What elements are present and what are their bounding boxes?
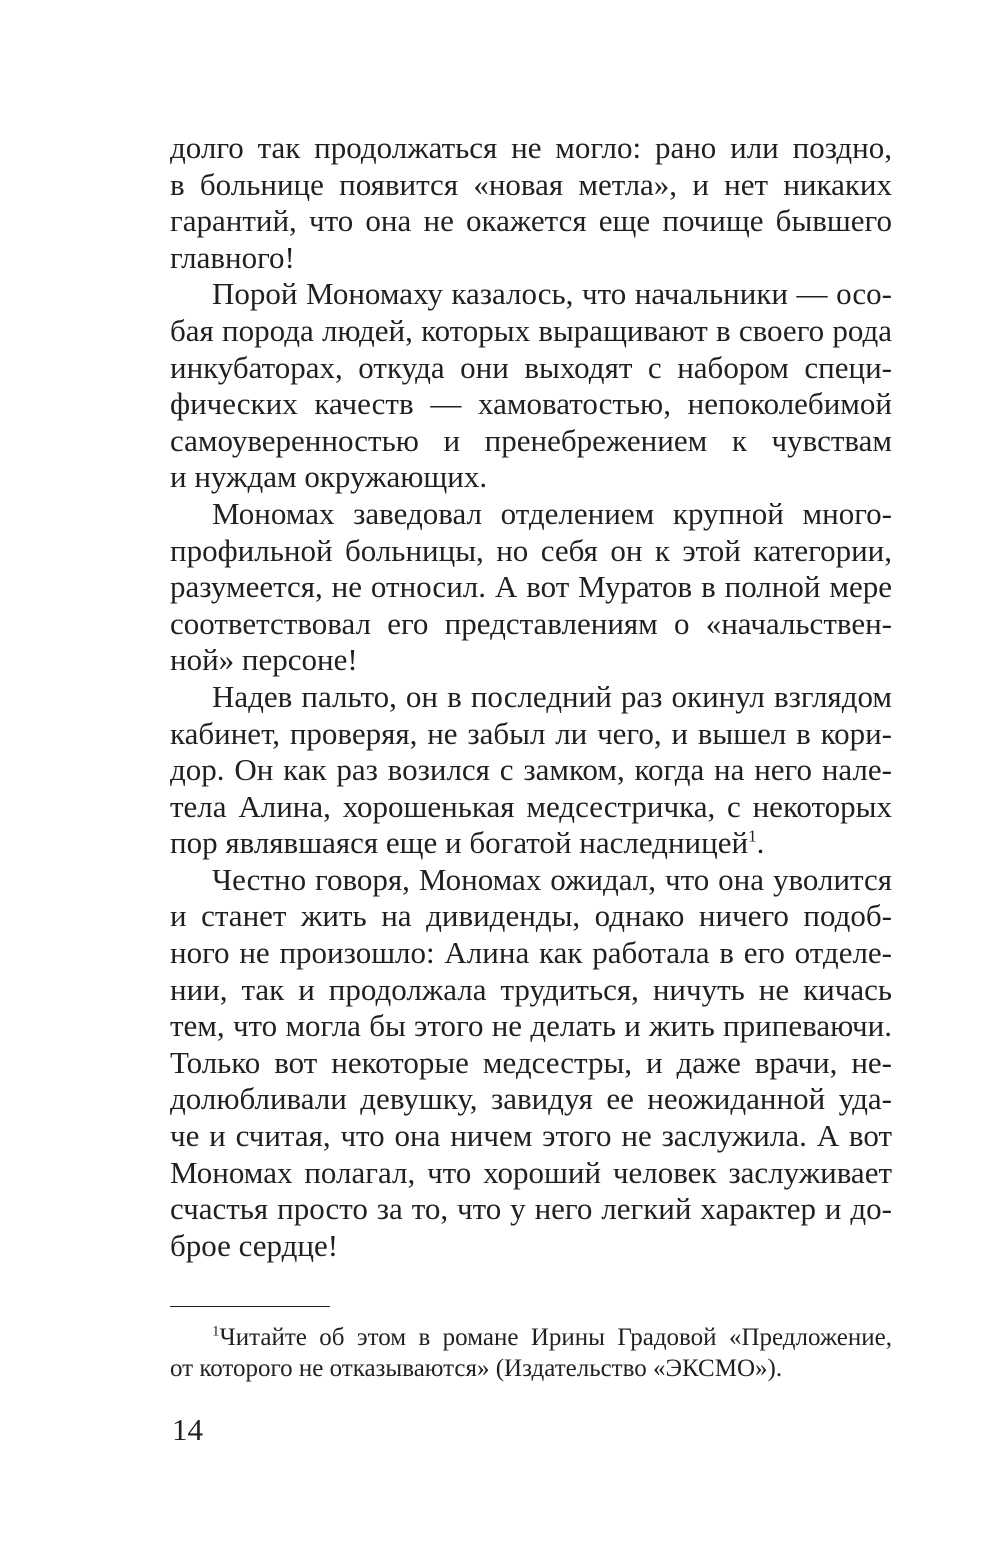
text-line: Мономах заведовал отделением крупной много-: [212, 495, 892, 531]
text-line: и станет жить на дивиденды, однако ничего подоб-: [170, 898, 892, 934]
footnote-line-content: Читайте об этом в романе Ирины Градовой «Предложение,: [219, 1324, 892, 1351]
text-line: в больнице появится «новая метла», и нет никаких: [170, 166, 892, 202]
paragraph-1: [170, 130, 892, 276]
footnote-mark: 1: [212, 1323, 220, 1340]
text-line: профильной больницы, но себя он к этой категории,: [170, 532, 892, 568]
page-number: 14: [172, 1412, 203, 1447]
text-line: самоуверенностью и пренебрежением к чувствам: [170, 422, 892, 458]
text-line: разумеется, не относил. А вот Муратов в полной мере: [170, 569, 892, 605]
text-line: гарантий, что она не окажется еще почище бывшего: [170, 203, 892, 239]
text-line: тем, что могла бы этого не делать и жить припеваючи.: [170, 1008, 892, 1044]
text-line: брое сердце!: [170, 1227, 339, 1263]
text-line: и нуждам окружающих.: [170, 459, 488, 495]
footnote: [170, 1322, 892, 1384]
text-line: тела Алина, хорошенькая медсестричка, с некоторых: [170, 788, 892, 824]
text-line: ного не произошло: Алина как работала в его отделе-: [170, 935, 892, 971]
footnote-line: от которого не отказываются» (Издательство «ЭКСМО»).: [170, 1355, 783, 1382]
paragraph-4: [170, 679, 892, 862]
text-line: Надев пальто, он в последний раз окинул взглядом: [212, 678, 892, 714]
text-line: Только вот некоторые медсестры, и даже врачи, не-: [170, 1044, 892, 1080]
text-line: инкубаторах, откуда они выходят с набором специ-: [170, 349, 892, 385]
text-line: бая порода людей, которых выращивают в своего рода: [170, 312, 892, 348]
text-line: Мономах полагал, что хороший человек заслуживает: [170, 1154, 892, 1190]
footnote-line: [170, 1322, 892, 1353]
paragraph-5: [170, 862, 892, 1265]
text-line: ной» персоне!: [170, 642, 358, 678]
body-text: [170, 130, 892, 1264]
footnote-divider: [170, 1306, 330, 1307]
text-line: счастья просто за то, что у него легкий характер и до-: [170, 1191, 892, 1227]
text-line: долго так продолжаться не могло: рано или поздно,: [170, 130, 892, 165]
text-line: долюбливали девушку, завидуя ее неожиданной уда-: [170, 1081, 892, 1117]
text-line: главного!: [170, 239, 295, 275]
text-line: Порой Мономаху казалось, что начальники — осо-: [212, 276, 892, 312]
paragraph-2: [170, 276, 892, 496]
paragraph-3: [170, 496, 892, 679]
footnote-reference[interactable]: 1: [748, 826, 757, 846]
text-line: фических качеств — хамоватостью, непоколебимой: [170, 386, 892, 422]
text-line: дор. Он как раз возился с замком, когда на него нале-: [170, 752, 892, 788]
text-line: соответствовал его представлениям о «начальствен-: [170, 605, 892, 641]
sentence-end: .: [756, 825, 765, 861]
text-line: нии, так и продолжала трудиться, ничуть не кичась: [170, 971, 892, 1007]
text-line: че и считая, что она ничем этого не заслужила. А вот: [170, 1118, 892, 1154]
text-line: Честно говоря, Мономах ожидал, что она уволится: [212, 861, 892, 897]
text-line-content: пор являвшаяся еще и богатой наследницей: [170, 825, 749, 861]
text-line: кабинет, проверяя, не забыл ли чего, и вышел в кори-: [170, 715, 892, 751]
text-line: [170, 825, 892, 862]
